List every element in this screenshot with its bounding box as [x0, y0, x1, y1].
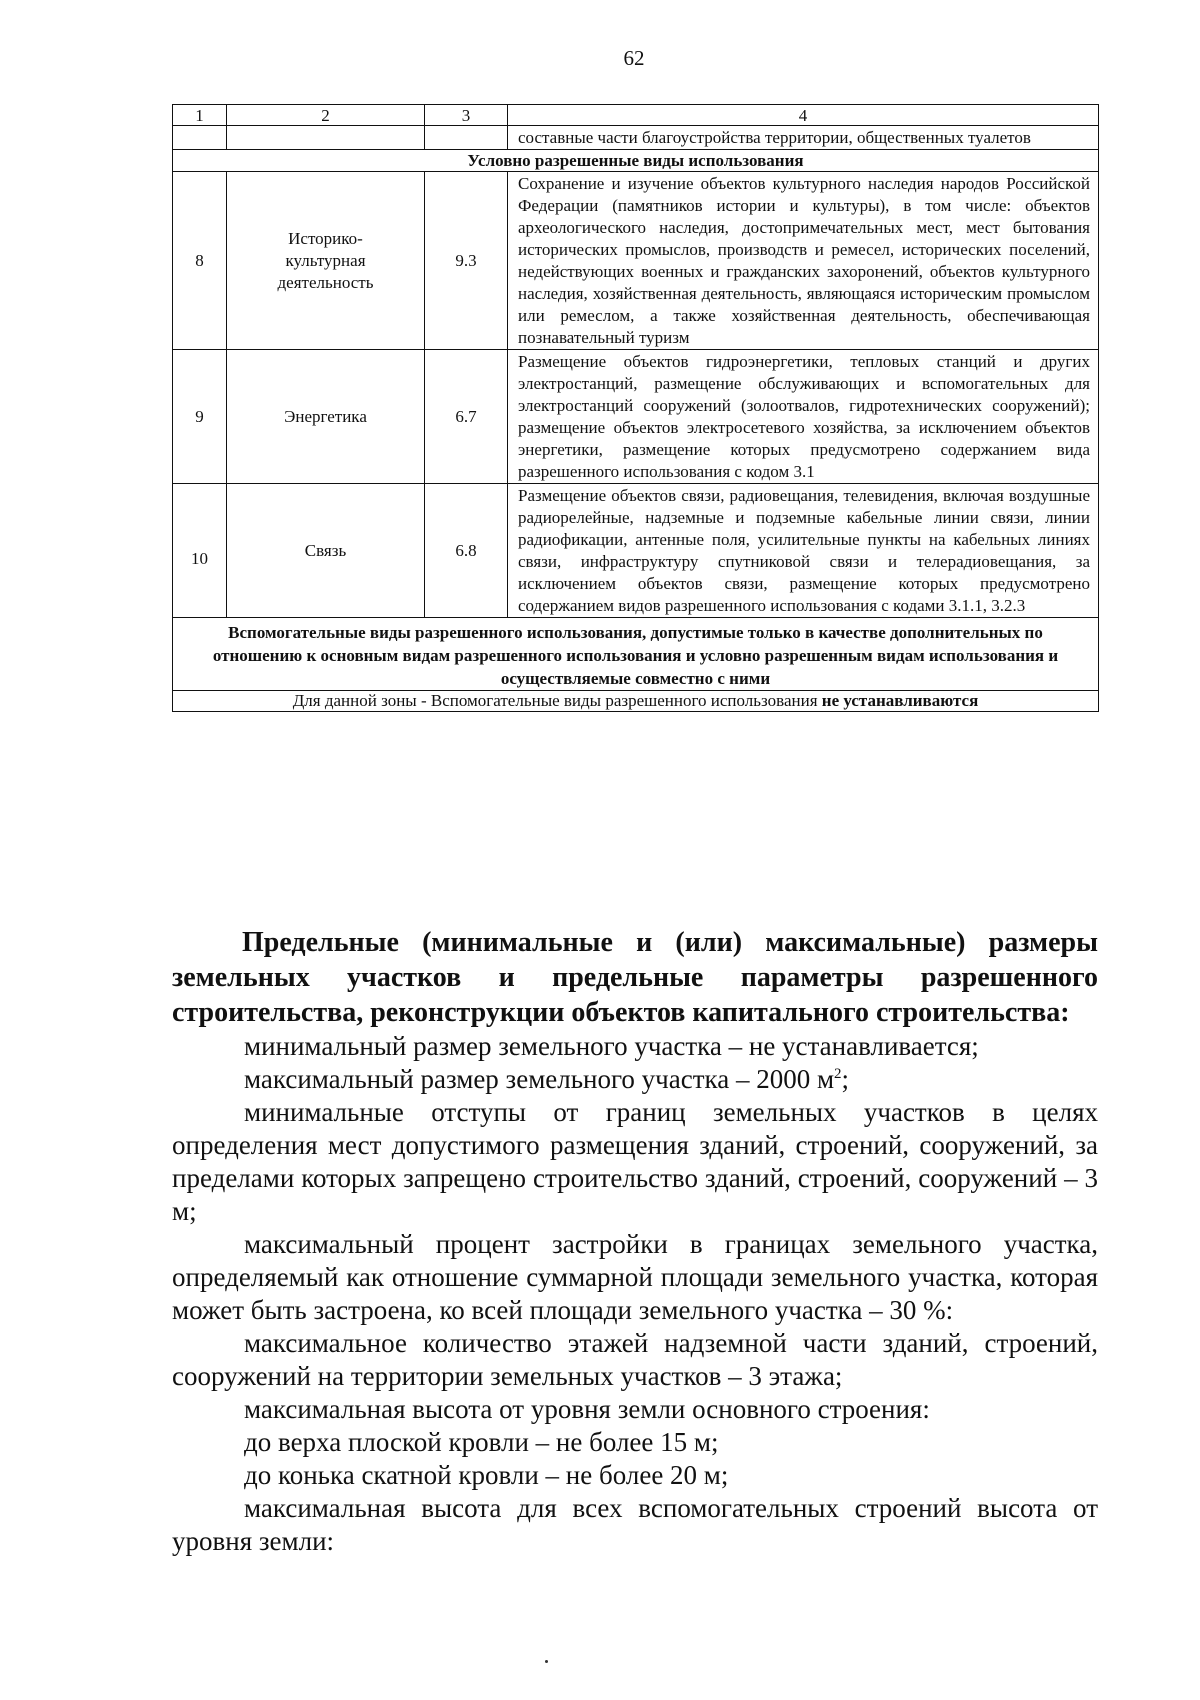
header-col-4: 4: [508, 105, 1099, 126]
use-code: 6.7: [425, 350, 508, 484]
table-row: [173, 172, 1099, 350]
param-height-pitched: до конька скатной кровли – не более 20 м;: [244, 1460, 729, 1490]
auxiliary-note-text: Для данной зоны - Вспомогательные виды разрешенного использования: [292, 691, 822, 710]
auxiliary-note: [173, 691, 1099, 712]
param-setbacks: минимальные отступы от границ земельных участков в целях определения мест допустимого размещения зданий, строений, сооружений, за пределами которых запрещено строительство зданий, строений, сооружений – 3 м;: [172, 1097, 1098, 1226]
use-name: Историко-культурная деятельность: [227, 172, 425, 350]
auxiliary-section-title: Вспомогательные виды разрешенного использования, допустимые только в качестве дополнительных по отношению к основным видам разрешенного использования и условно разрешенным видам использования и осуществляемые совместно с ними: [173, 618, 1099, 691]
auxiliary-note-row: [173, 691, 1099, 712]
section-header-conditional: [173, 150, 1099, 172]
param-height-flat: до верха плоской кровли – не более 15 м;: [244, 1427, 719, 1457]
parameters-title: Предельные (минимальные и (или) максимальные) размеры земельных участков и предельные параметры разрешенного строительства, реконструкции объектов капитального строительства:: [172, 927, 1098, 1028]
auxiliary-note-emphasis: не устанавливаются: [821, 691, 979, 710]
row-number: 10: [173, 484, 227, 618]
use-description: Размещение объектов гидроэнергетики, тепловых станций и других электростанций, размещение обслуживающих и вспомогательных для электростанций сооружений (золоотвалов, гидротехнических сооружений); размещение объектов электросетевого хозяйства, за исключением объектов энергетики, размещение которых предусмотрено содержанием вида разрешенного использования с кодом 3.1: [508, 350, 1099, 484]
land-use-table: [172, 104, 1099, 712]
table-row-continuation: [173, 126, 1099, 150]
continuation-text: составные части благоустройства территории, общественных туалетов: [508, 126, 1099, 150]
param-min-area: минимальный размер земельного участка – не устанавливается;: [244, 1031, 979, 1061]
row-number: 9: [173, 350, 227, 484]
table-row: [173, 350, 1099, 484]
header-col-3: 3: [425, 105, 508, 126]
param-coverage: максимальный процент застройки в границах земельного участка, определяемый как отношение суммарной площади земельного участка, которая может быть застроена, ко всей площади земельного участка – 30 %:: [172, 1229, 1098, 1325]
param-max-area: максимальный размер земельного участка – 2000 $м^2$;: [244, 1064, 850, 1094]
section-header-auxiliary: [173, 618, 1099, 691]
table-row: [173, 484, 1099, 618]
table-header-row: [173, 105, 1099, 126]
use-name: Энергетика: [227, 350, 425, 484]
scan-dot: [545, 1660, 548, 1663]
param-height-aux: максимальная высота для всех вспомогательных строений высота от уровня земли:: [172, 1493, 1098, 1556]
header-col-1: 1: [173, 105, 227, 126]
row-number: 8: [173, 172, 227, 350]
use-description: Размещение объектов связи, радиовещания, телевидения, включая воздушные радиорелейные, надземные и подземные кабельные линии связи, линии радиофикации, антенные поля, усилительные пункты на кабельных линиях связи, инфраструктуру спутниковой связи и телерадиовещания, за исключением объектов связи, размещение которых предусмотрено содержанием видов разрешенного использования с кодами 3.1.1, 3.2.3: [508, 484, 1099, 618]
parameters-section: [172, 925, 1098, 1558]
use-description: Сохранение и изучение объектов культурного наследия народов Российской Федерации (памятников истории и культуры), в том числе: объектов археологического наследия, достопримечательных мест, мест бытования исторических промыслов, производств и ремесел, исторических поселений, недействующих военных и гражданских захоронений, объектов культурного наследия, хозяйственная деятельность, являющаяся историческим промыслом или ремеслом, а также хозяйственная деятельность, обеспечивающая познавательный туризм: [508, 172, 1099, 350]
use-name: Связь: [227, 484, 425, 618]
param-floors: максимальное количество этажей надземной части зданий, строений, сооружений на территории земельных участков – 3 этажа;: [172, 1328, 1098, 1391]
conditional-section-title: Условно разрешенные виды использования: [173, 150, 1099, 172]
param-height-main: максимальная высота от уровня земли основного строения:: [244, 1394, 930, 1424]
page-number: 62: [623, 46, 645, 70]
header-col-2: 2: [227, 105, 425, 126]
use-code: 6.8: [425, 484, 508, 618]
use-code: 9.3: [425, 172, 508, 350]
